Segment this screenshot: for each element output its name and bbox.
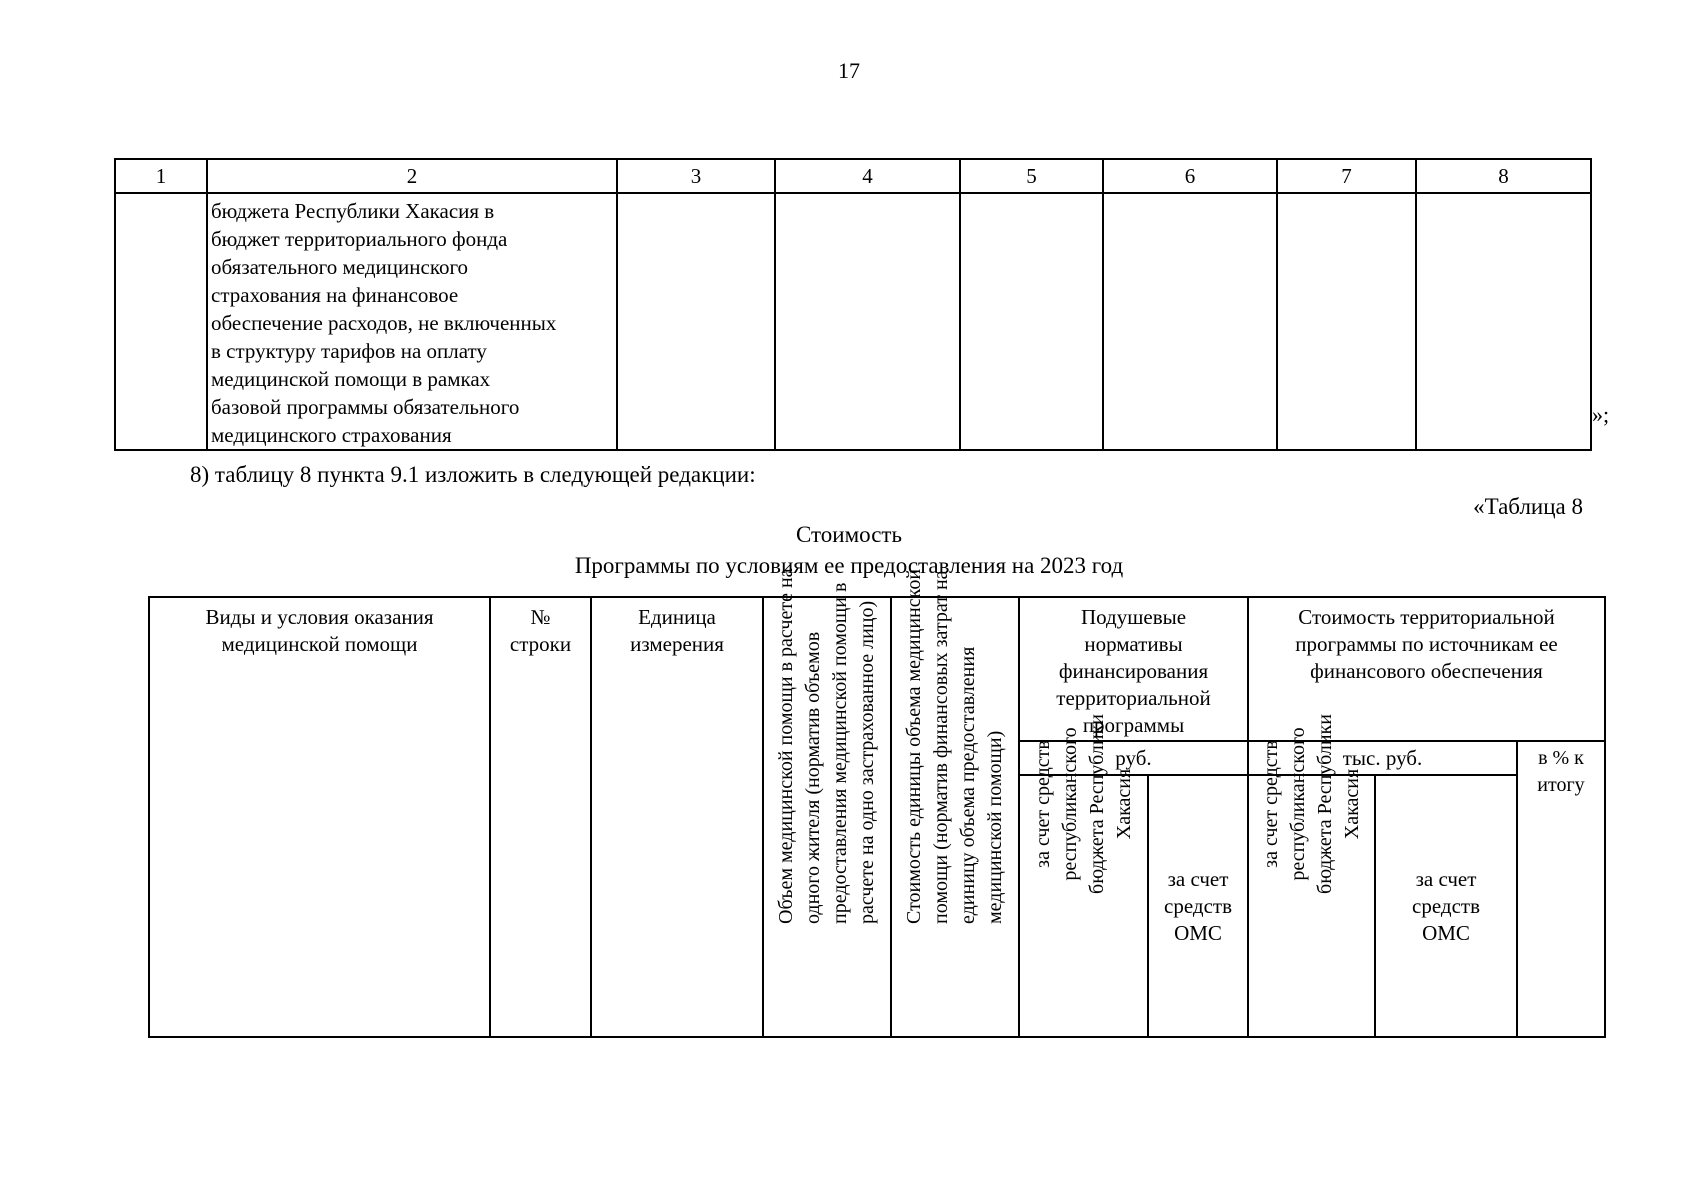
header-unit: Единица измерения <box>591 597 763 1037</box>
column-number-cell: 5 <box>960 159 1103 193</box>
continuation-text-cell <box>207 193 617 450</box>
empty-cell <box>1103 193 1277 450</box>
header-budget-rub: за счет средств республиканского бюджета Республики Хакасия <box>1031 714 1135 894</box>
amendment-instruction: 8) таблицу 8 пункта 9.1 изложить в следующей редакции: <box>190 462 756 487</box>
empty-cell <box>617 193 775 450</box>
column-number-cell: 4 <box>775 159 960 193</box>
cost-table <box>148 568 1606 1038</box>
header-budget-thousand: за счет средств республиканского бюджета Республики Хакасия <box>1259 714 1363 894</box>
header-care-types: Виды и условия оказания медицинской помощи <box>149 597 490 1037</box>
continuation-text: бюджета Республики Хакасия в бюджет территориального фонда обязательного медицинского страхования на финансовое обеспечение расходов, не включенных в структуру тарифов на оплату медицинской помощи в рамках базовой программы обязательного медицинского страхования <box>211 199 557 447</box>
header-program-cost-group: Стоимость территориальной программы по источникам ее финансового обеспечения <box>1248 597 1605 741</box>
table-label: «Таблица 8 <box>1473 494 1583 519</box>
empty-cell <box>1277 193 1416 450</box>
column-number-cell: 7 <box>1277 159 1416 193</box>
column-number-cell: 6 <box>1103 159 1277 193</box>
header-volume-cell <box>763 568 891 1037</box>
header-unit-rub: руб. <box>1019 741 1248 775</box>
empty-cell <box>960 193 1103 450</box>
header-unit-thousand-rub: тыс. руб. <box>1248 741 1517 775</box>
table-title-line-1: Стоимость <box>796 522 902 547</box>
header-per-capita-group: Подушевые нормативы финансирования территориальной программы <box>1019 597 1248 741</box>
column-number-cell: 8 <box>1416 159 1591 193</box>
empty-cell <box>775 193 960 450</box>
header-oms-thousand: за счет средств ОМС <box>1375 775 1517 1037</box>
column-number-cell: 1 <box>115 159 207 193</box>
empty-cell <box>115 193 207 450</box>
column-number-cell: 2 <box>207 159 617 193</box>
page-number: 17 <box>838 58 860 83</box>
header-row-1 <box>149 597 1605 741</box>
header-unit-cost: Стоимость единицы объема медицинской помощи (норматив финансовых затрат на единицу объема предоставления медицинской помощи) <box>903 568 1006 924</box>
header-unit-cost-cell <box>891 568 1019 1037</box>
header-budget-thousand-cell <box>1248 714 1375 1037</box>
header-volume: Объем медицинской помощи в расчете на одного жителя (норматив объемов предоставления медицинской помощи в расчете на одно застрахованное лицо) <box>775 568 878 924</box>
continuation-table <box>114 158 1592 451</box>
continuation-row <box>115 193 1591 450</box>
closing-quote: »; <box>1592 402 1610 427</box>
column-number-row <box>115 159 1591 193</box>
header-row-number: № строки <box>490 597 591 1037</box>
column-number-cell: 3 <box>617 159 775 193</box>
empty-cell <box>1416 193 1591 450</box>
header-percent-of-total: в % к итогу <box>1517 741 1605 1037</box>
table-title-line-2: Программы по условиям ее предоставления на 2023 год <box>574 553 1124 578</box>
header-oms-rub: за счет средств ОМС <box>1148 775 1248 1037</box>
